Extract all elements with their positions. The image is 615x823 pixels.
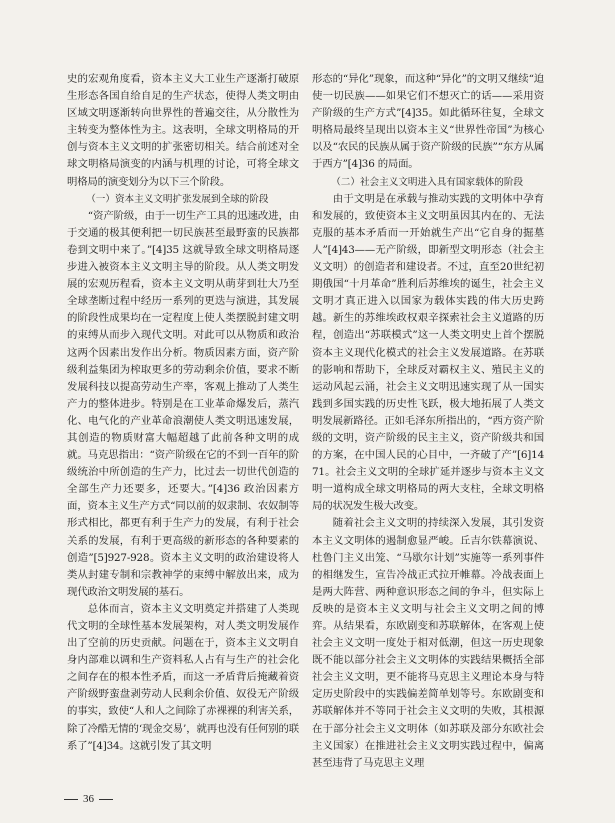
page-number-text: 36 <box>83 793 94 805</box>
page-number <box>64 793 113 805</box>
divider <box>64 799 78 800</box>
paragraph: “资产阶级，由于一切生产工具的迅速改进，由于交通的极其便利把一切民族甚至最野蛮的民族都卷到文明中来了。”[4]35 这就导致全球文明格局逐步进入被资本主义文明主导的阶段。从人类文明发展的宏观历程看，资本主义文明从萌芽到壮大乃至全球垄断过程中经历一系列的更迭与演进，其发展的阶段性成果均在一定程度上使人类摆脱封建文明的束缚从而步入现代文明。对此可以从物质和政治这两个因素出发作出分析。物质因素方面，资产阶级利益集团为榨取更多的劳动剩余价值，要求不断发展科技以提高劳动生产率，客观上推动了人类生产力的整体进步。特别是在工业革命爆发后，蒸汽化、电气化的产业革命浪潮使人类文明迅速发展，其创造的物质财富大幅超越了此前各种文明的成就。马克思指出：“资产阶级在它的不到一百年的阶级统治中所创造的生产力，比过去一切世代创造的全部生产力还要多，还要大。”[4]36 政治因素方面，资本主义生产方式“同以前的奴隶制、农奴制等形式相比，都更有利于生产力的发展，有利于社会关系的发展，有利于更高级的新形态的各种要素的创造”[5]927-928。资本主义文明的政治建设将人类从封建专制和宗教神学的束缚中解放出来，成为现代政治文明发展的基石。 <box>67 209 299 598</box>
section-heading: （一）资本主义文明扩张发展到全球的阶段 <box>86 193 269 205</box>
paragraph: 史的宏观角度看，资本主义大工业生产逐渐打破原生形态各国自给自足的生产状态，使得人类文明由区域文明逐渐转向世界性的普遍交往，从分散性为主转变为整体性为主。这表明，全球文明格局的开创与资本主义文明的扩张密切相关。结合前述对全球文明格局演变的内涵与机理的讨论，可将全球文明格局的演变划分为以下三个阶段。 <box>67 73 299 188</box>
paragraph: 由于文明是在承载与推动实践的文明体中孕育和发展的，致使资本主义文明虽因其内在的、无法克服的基本矛盾而一开始就生产出“它自身的掘墓人”[4]43——无产阶级，即新型文明形态（社会主义文明）的创造者和建设者。不过，直至20世纪初期俄国“十月革命”胜利后苏维埃的诞生，社会主义文明才真正进入以国家为载体实践的伟大历史跨越。新生的苏维埃政权艰辛探索社会主义道路的历程，创造出“苏联模式”这一人类文明史上首个摆脱资本主义现代化模式的社会主义发展道路。在苏联的影响和帮助下，全球反对霸权主义、殖民主义的运动风起云涌，社会主义文明迅速实现了从一国实践到多国实践的历史性飞跃，极大地拓展了人类文明发展新路径。正如毛泽东所指出的，“西方资产阶级的文明，资产阶级的民主主义，资产阶级共和国的方案，在中国人民的心目中，一齐破了产”[6]1471。社会主义文明的全球扩延并逐步与资本主义文明一道构成全球文明格局的两大支柱，全球文明格局的状况发生极大改变。 <box>312 192 544 513</box>
paragraph: 总体而言，资本主义文明奠定并搭建了人类现代文明的全球性基本发展架构，对人类文明发展作出了空前的历史贡献。问题在于，资本主义文明自身内部难以调和生产资料私人占有与生产的社会化之间存在的根本性矛盾，而这一矛盾背后掩藏着资产阶级野蛮盘剥劳动人民剩余价值、奴役无产阶级的事实，致使“人和人之间除了赤裸裸的利害关系，除了冷酷无情的‘现金交易’，就再也没有任何别的联系了”[4]34。这就引发了其文明 <box>67 602 299 752</box>
section-heading: （二）社会主义文明进入具有国家载体的阶段 <box>331 176 524 188</box>
left-column <box>67 71 299 755</box>
paragraph: 形态的“异化”现象，而这种“异化”的文明又继续“迫使一切民族——如果它们不想灭亡的话——采用资产阶级的生产方式”[4]35。如此循环往复，全球文明格局最终呈现出以资本主义“世界性帝国”为核心以及“农民的民族从属于资产阶级的民族”“东方从属于西方”[4]36 的局面。 <box>312 73 544 171</box>
divider <box>99 799 113 800</box>
paragraph: 随着社会主义文明的持续深入发展，其引发资本主义文明体的遏制愈显严峻。丘吉尔铁幕演说、杜鲁门主义出笼、“马歇尔计划”实施等一系列事件的相继发生，宣告冷战正式拉开帷幕。冷战表面上是两大阵营、两种意识形态之间的争斗，但实际上反映的是资本主义文明与社会主义文明之间的博弈。从结果看，东欧剧变和苏联解体，在客观上使社会主义文明一度处于相对低潮，但这一历史现象既不能以部分社会主义文明体的实践结果概括全部社会主义文明，更不能将马克思主义理论本身与特定历史阶段中的实践偏差简单划等号。东欧剧变和苏联解体并不等同于社会主义文明的失败，其根源在于部分社会主义文明体（如苏联及部分东欧社会主义国家）在推进社会主义文明实践过程中，偏离甚至违背了马克思主义理 <box>312 517 544 769</box>
right-column <box>312 71 544 772</box>
